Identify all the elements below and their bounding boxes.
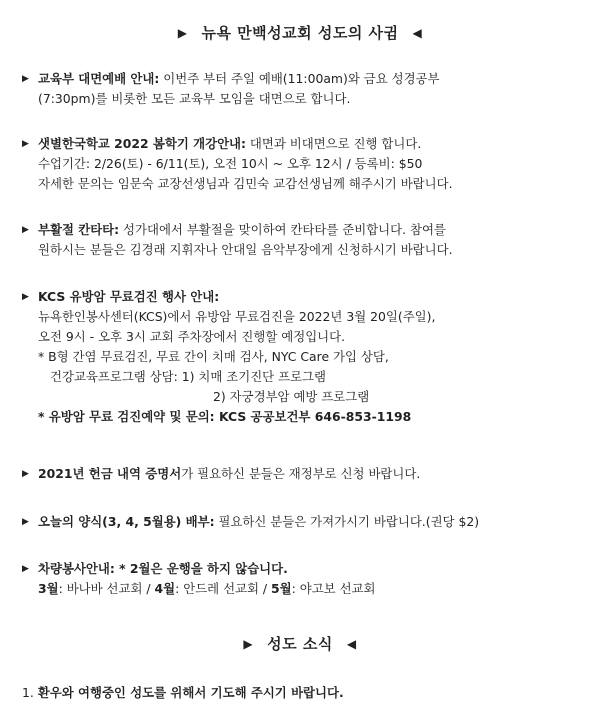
announcement-daily-bread: ▶ 오늘의 양식(3, 4, 5월용) 배부: 필요하신 분들은 가져가시기 바랍니다.(권당 $2) (22, 512, 592, 532)
announcement-title: 오늘의 양식(3, 4, 5월용) 배부: (38, 514, 215, 529)
announcement-title: 2021년 헌금 내역 증명서 (38, 466, 182, 481)
announcement-easter-cantata: ▶ 부활절 칸타타: 성가대에서 부활절을 맞이하여 칸타타를 준비합니다. 참여를 원하시는 분들은 김경래 지휘자나 안대일 음악부장에게 신청하시기 바랍니다. (22, 222, 453, 257)
announcement-title: 교육부 대면예배 안내: (38, 71, 160, 86)
bullet-icon: ▶ (22, 225, 29, 235)
news-title: ▶ 성도 소식 ◀ (243, 635, 357, 653)
announcement-education-dept: ▶ 교육부 대면예배 안내: 이번주 부터 주일 예배(11:00am)와 금요 성경공부 (7:30pm)를 비롯한 모든 교육부 모임을 대면으로 합니다. (22, 71, 440, 106)
triangle-right-icon: ▶ (177, 26, 188, 40)
triangle-left-icon: ◀ (412, 26, 423, 40)
bullet-icon: ▶ (22, 564, 29, 574)
announcement-tax-receipt: ▶ 2021년 헌금 내역 증명서가 필요하신 분들은 재정부로 신청 바랍니다. (22, 464, 592, 484)
bullet-icon: ▶ (22, 74, 29, 84)
announcement-title: 부활절 칸타타: (38, 222, 120, 237)
bullet-icon: ▶ (22, 292, 29, 302)
bullet-icon: ▶ (22, 469, 29, 479)
triangle-right-icon: ▶ (243, 637, 254, 651)
page-title: ▶ 뉴욕 만백성교회 성도의 사귐 ◀ (177, 24, 423, 42)
announcement-title: KCS 유방암 무료검진 행사 안내: (38, 289, 220, 304)
news-item: 1. 환우와 여행중인 성도를 위해서 기도해 주시기 바랍니다. (22, 685, 344, 700)
announcement-kcs-screening: ▶ KCS 유방암 무료검진 행사 안내: 뉴욕한인봉사센터(KCS)에서 유방암 무료검진을 2022년 3월 20일(주일), 오전 9시 - 오후 3시 교회 주차장에서 진행할 예정입니다. * B형 간염 무료검진, 무료 간이 치매 검사, NYC Care 가입 상담, 건강교육프로그램 상담: 1) 치매 조기진단 프로그램 2) 자궁경부암 예방 프로그램 * 유방암 무료 검진예약 및 문의: KCS 공공보건부 646-853-1198 (22, 287, 592, 427)
bullet-icon: ▶ (22, 139, 29, 149)
announcement-title: 샛별한국학교 2022 봄학기 개강안내: (38, 136, 246, 151)
announcement-vehicle-service: ▶ 차량봉사안내: * 2월은 운행을 하지 않습니다. 3월: 바나바 선교회 / 4월: 안드레 선교회 / 5월: 야고보 선교회 (22, 559, 592, 599)
announcement-korean-school: ▶ 샛별한국학교 2022 봄학기 개강안내: 대면과 비대면으로 진행 합니다. 수업기간: 2/26(토) - 6/11(토), 오전 10시 ~ 오후 12시 / 등록비: $50 자세한 문의는 임문숙 교장선생님과 김민숙 교감선생님께 해주시기 바랍니다. (22, 136, 453, 191)
announcement-title: 차량봉사안내: * 2월은 운행을 하지 않습니다. (38, 561, 288, 576)
triangle-left-icon: ◀ (346, 637, 357, 651)
bullet-icon: ▶ (22, 517, 29, 527)
